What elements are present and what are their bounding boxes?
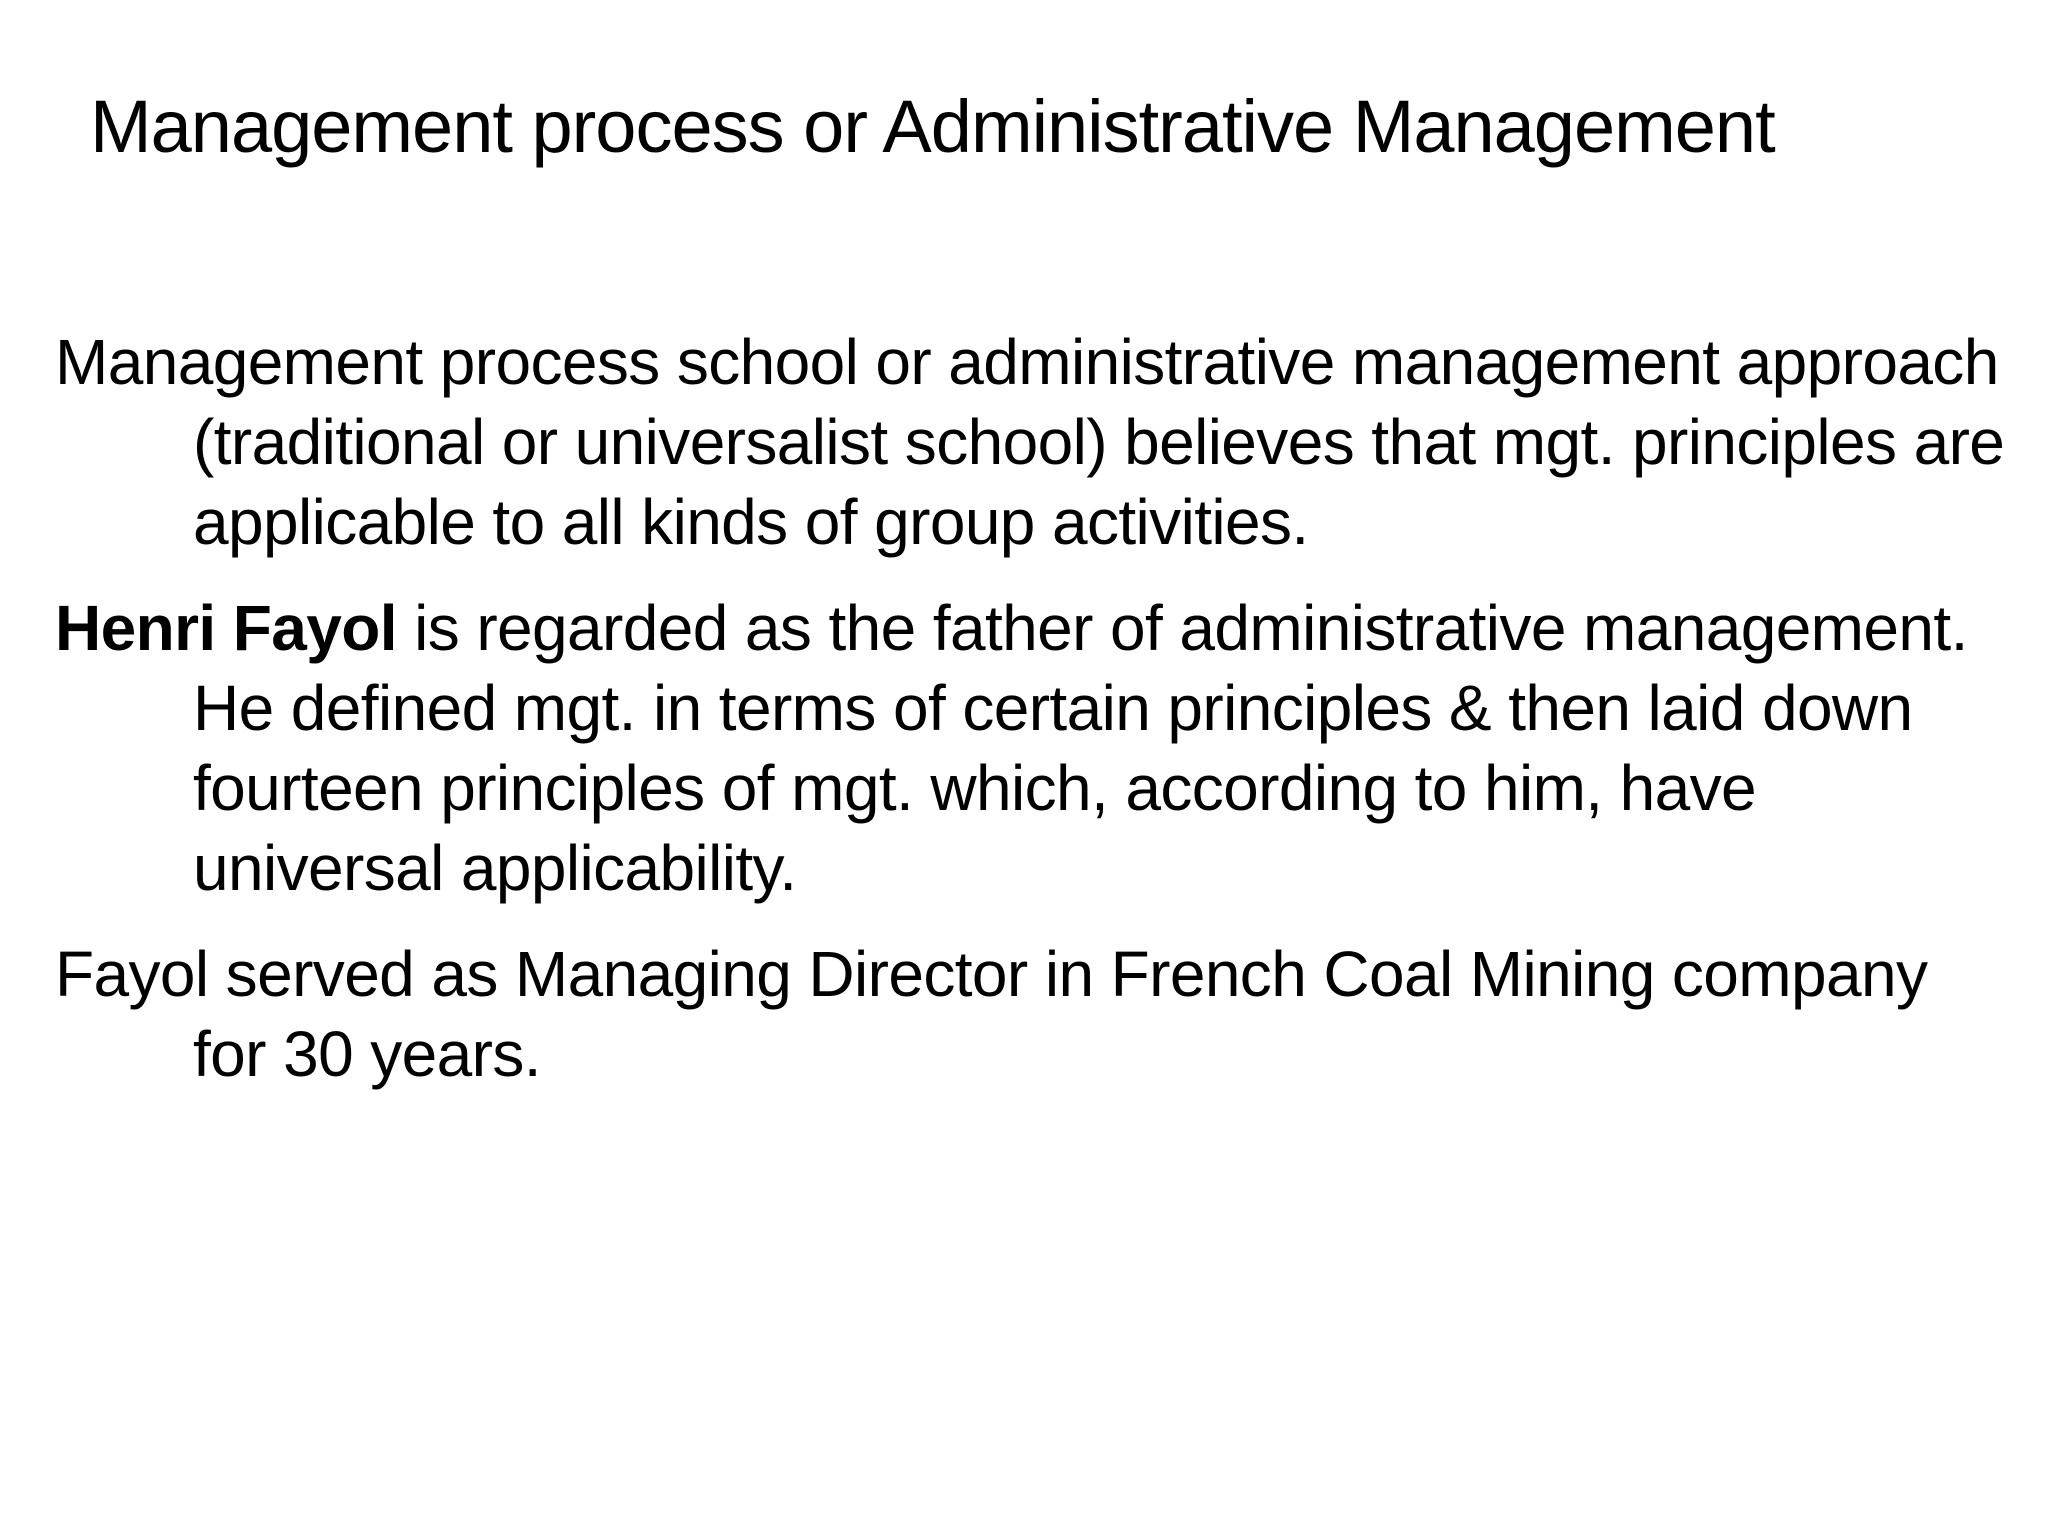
- paragraph-text: Fayol served as Managing Director in French Coal Mining company for 30 years.: [55, 938, 1928, 1090]
- slide-body: [55, 322, 2015, 1120]
- paragraph-management-process: [55, 322, 2015, 562]
- paragraph-lead-bold: Henri Fayol: [55, 592, 397, 664]
- paragraph-henri-fayol: [55, 588, 2015, 908]
- slide-title: Management process or Administrative Management: [90, 85, 1775, 168]
- paragraph-fayol-career: [55, 934, 2015, 1094]
- paragraph-text: Management process school or administrative management approach (traditional or universalist school) believes that mgt. principles are applicable to all kinds of group activities.: [55, 326, 2005, 558]
- paragraph-text: is regarded as the father of administrative management. He defined mgt. in terms of certain principles & then laid down fourteen principles of mgt. which, according to him, have universal applicability.: [193, 592, 1968, 904]
